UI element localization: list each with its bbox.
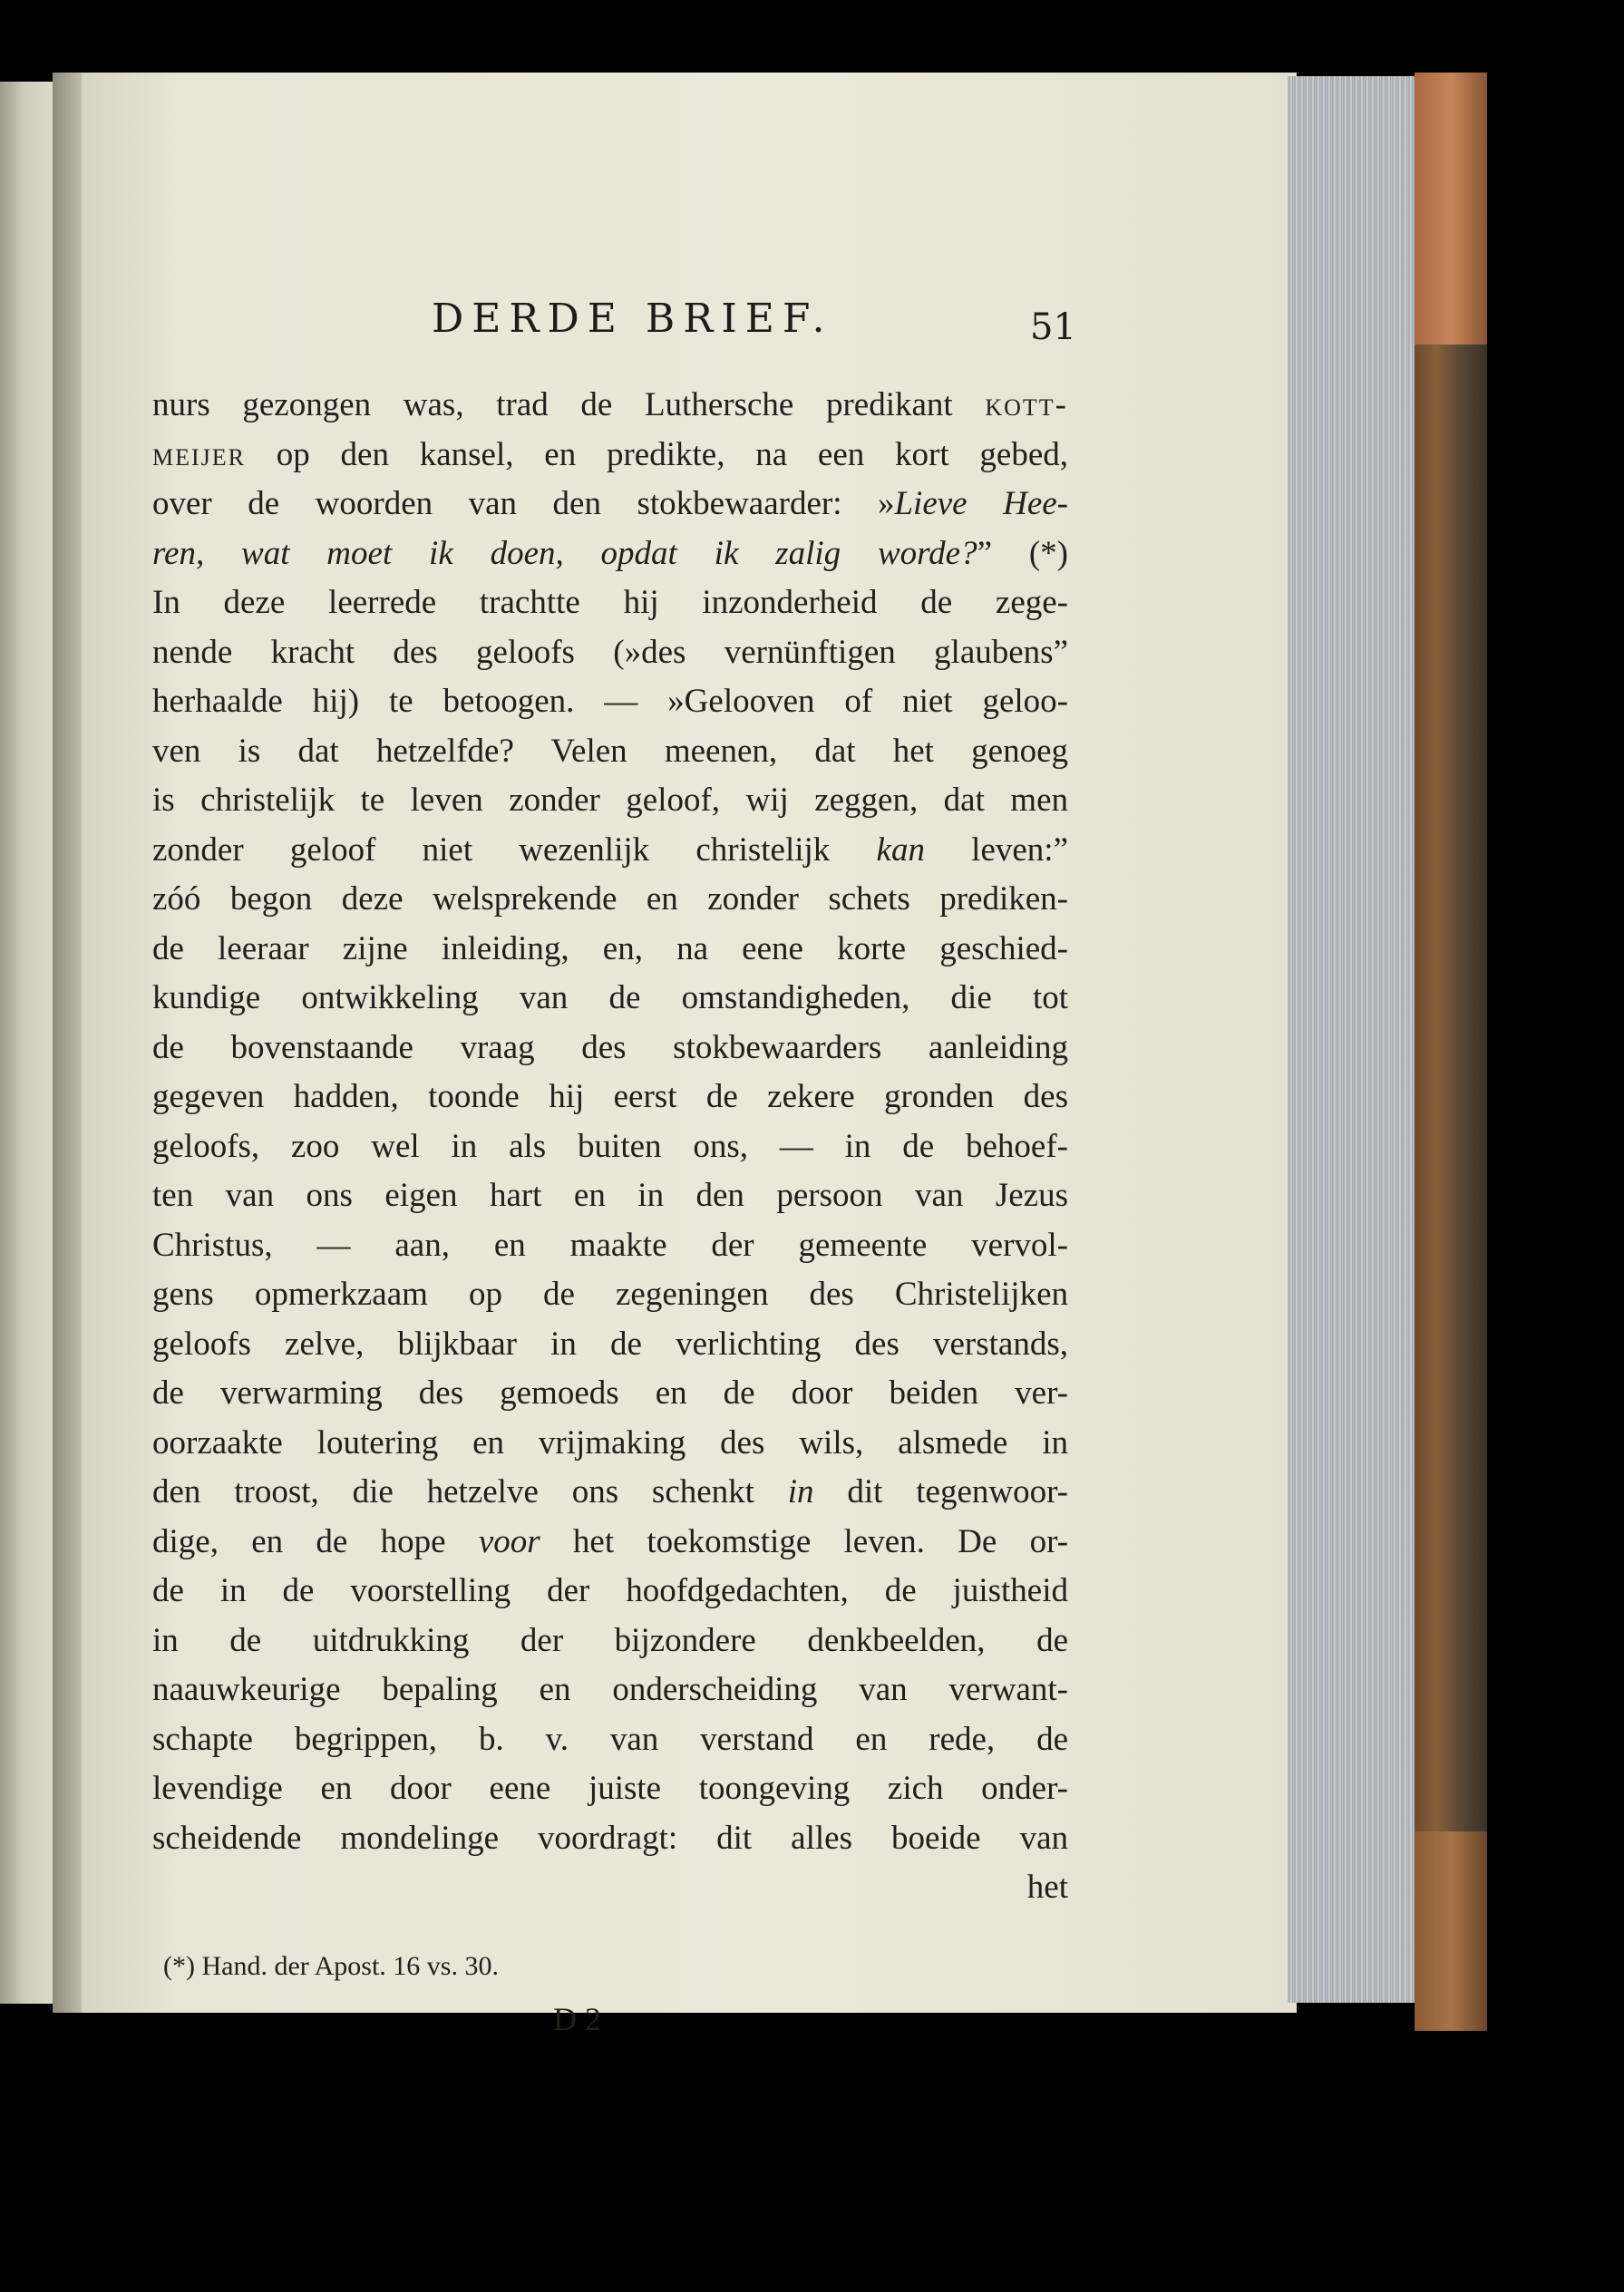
text-run: geloofs zelve, blijkbaar in de verlichting des verstands, bbox=[152, 1325, 1068, 1363]
catchword: het bbox=[1026, 1869, 1068, 1906]
text-run: de bovenstaande vraag des stokbewaarders aanleiding bbox=[152, 1028, 1068, 1066]
text-line bbox=[152, 727, 1068, 777]
text-run: scheidende mondelinge voordragt: dit alles boeide van bbox=[152, 1819, 1068, 1857]
book-cover-leather-bottom bbox=[1415, 1831, 1487, 2031]
text-line bbox=[152, 529, 1068, 579]
italic-run: ren, wat moet ik doen, opdat ik zalig worde? bbox=[152, 534, 977, 572]
running-title: DERDE BRIEF. bbox=[432, 296, 833, 342]
text-run: Christus, — aan, en maakte der gemeente vervol- bbox=[152, 1226, 1068, 1264]
text-line bbox=[152, 1270, 1068, 1320]
text-line bbox=[152, 1122, 1068, 1172]
text-line bbox=[152, 1617, 1068, 1666]
book-cover-board bbox=[1415, 73, 1487, 2031]
italic-run: voor bbox=[478, 1522, 540, 1560]
text-run: in de uitdrukking der bijzondere denkbeelden, de bbox=[152, 1621, 1068, 1659]
book-cover-leather-top bbox=[1415, 73, 1487, 345]
text-run: zonder geloof niet wezenlijk christelijk bbox=[152, 830, 877, 869]
text-line bbox=[152, 875, 1068, 925]
text-line bbox=[152, 1814, 1068, 1864]
text-run: de verwarming des gemoeds en de door beiden ver- bbox=[152, 1374, 1068, 1412]
text-run: over de woorden van den stokbewaarder: » bbox=[152, 485, 895, 522]
page-edges bbox=[1288, 76, 1419, 2003]
text-line bbox=[152, 1666, 1068, 1715]
text-line bbox=[152, 1764, 1068, 1814]
text-run: naauwkeurige bepaling en onderscheiding van verwant- bbox=[152, 1671, 1068, 1708]
text-run: dige, en de hope bbox=[152, 1522, 479, 1560]
text-line bbox=[152, 1369, 1068, 1419]
text-run: leven:” bbox=[924, 830, 1069, 869]
text-line bbox=[152, 628, 1068, 678]
text-run: is christelijk te leven zonder geloof, wij zeggen, dat men bbox=[152, 782, 1068, 819]
text-run: schapte begrippen, b. v. van verstand en rede, de bbox=[152, 1720, 1068, 1758]
footnote: (*) Hand. der Apost. 16 vs. 30. bbox=[163, 1951, 499, 1981]
text-run: geloofs, zoo wel in als buiten ons, — in de behoef- bbox=[152, 1127, 1068, 1165]
text-line bbox=[152, 431, 1068, 481]
text-run: kundige ontwikkeling van de omstandigheden, die tot bbox=[152, 979, 1068, 1016]
body-text bbox=[152, 381, 1068, 1913]
text-line bbox=[152, 480, 1068, 529]
small-caps-name: kott- bbox=[985, 386, 1068, 423]
text-run: het toekomstige leven. De or- bbox=[540, 1522, 1068, 1560]
text-line bbox=[152, 381, 1068, 431]
text-run: de in de voorstelling der hoofdgedachten, de juistheid bbox=[152, 1572, 1068, 1609]
text-run: In deze leerrede trachtte hij inzonderheid de zege- bbox=[152, 584, 1068, 621]
text-line bbox=[152, 826, 1068, 876]
text-run: op den kansel, en predikte, na een kort gebed, bbox=[246, 435, 1068, 473]
text-run: levendige en door eene juiste toongeving zich onder- bbox=[152, 1770, 1068, 1807]
text-line bbox=[152, 1171, 1068, 1221]
text-line bbox=[152, 1073, 1068, 1122]
text-run: dit tegenwoor- bbox=[813, 1473, 1068, 1510]
italic-run: Lieve Hee- bbox=[894, 485, 1068, 522]
text-line bbox=[152, 925, 1068, 975]
text-run: gens opmerkzaam op de zegeningen des Christelijken bbox=[152, 1276, 1068, 1313]
text-line bbox=[152, 1320, 1068, 1370]
text-line bbox=[152, 1221, 1068, 1271]
text-run: nende kracht des geloofs (»des vernünftigen glaubens” bbox=[152, 633, 1068, 671]
facing-page-edge bbox=[0, 82, 53, 2004]
text-run: nurs gezongen was, trad de Luthersche predikant bbox=[152, 386, 986, 423]
text-run: de leeraar zijne inleiding, en, na eene korte geschied- bbox=[152, 929, 1068, 967]
small-caps-name: meijer bbox=[152, 435, 246, 473]
text-line bbox=[152, 1419, 1068, 1469]
text-run: ” (*) bbox=[977, 534, 1068, 572]
text-run: herhaalde hij) te betoogen. — »Gelooven of niet geloo- bbox=[152, 683, 1068, 720]
signature-mark: D 2 bbox=[553, 2001, 601, 2037]
text-run: gegeven hadden, toonde hij eerst de zekere gronden des bbox=[152, 1078, 1068, 1115]
text-line bbox=[152, 1567, 1068, 1617]
text-run: ten van ons eigen hart en in den persoon van Jezus bbox=[152, 1177, 1068, 1214]
italic-run: in bbox=[787, 1473, 814, 1510]
text-line bbox=[152, 578, 1068, 628]
text-run: den troost, die hetzelve ons schenkt bbox=[152, 1473, 788, 1510]
text-run: oorzaakte loutering en vrijmaking des wils, alsmede in bbox=[152, 1423, 1068, 1462]
text-line bbox=[152, 974, 1068, 1024]
text-line bbox=[152, 1024, 1068, 1073]
text-line bbox=[152, 677, 1068, 727]
text-line bbox=[152, 1518, 1068, 1568]
text-line bbox=[152, 1468, 1068, 1518]
italic-run: kan bbox=[876, 830, 925, 869]
text-line bbox=[152, 1715, 1068, 1765]
page-number: 51 bbox=[1030, 306, 1076, 348]
text-run: ven is dat hetzelfde? Velen meenen, dat het genoeg bbox=[152, 732, 1068, 770]
text-run: zóó begon deze welsprekende en zonder schets prediken- bbox=[152, 880, 1068, 918]
text-line bbox=[152, 776, 1068, 826]
